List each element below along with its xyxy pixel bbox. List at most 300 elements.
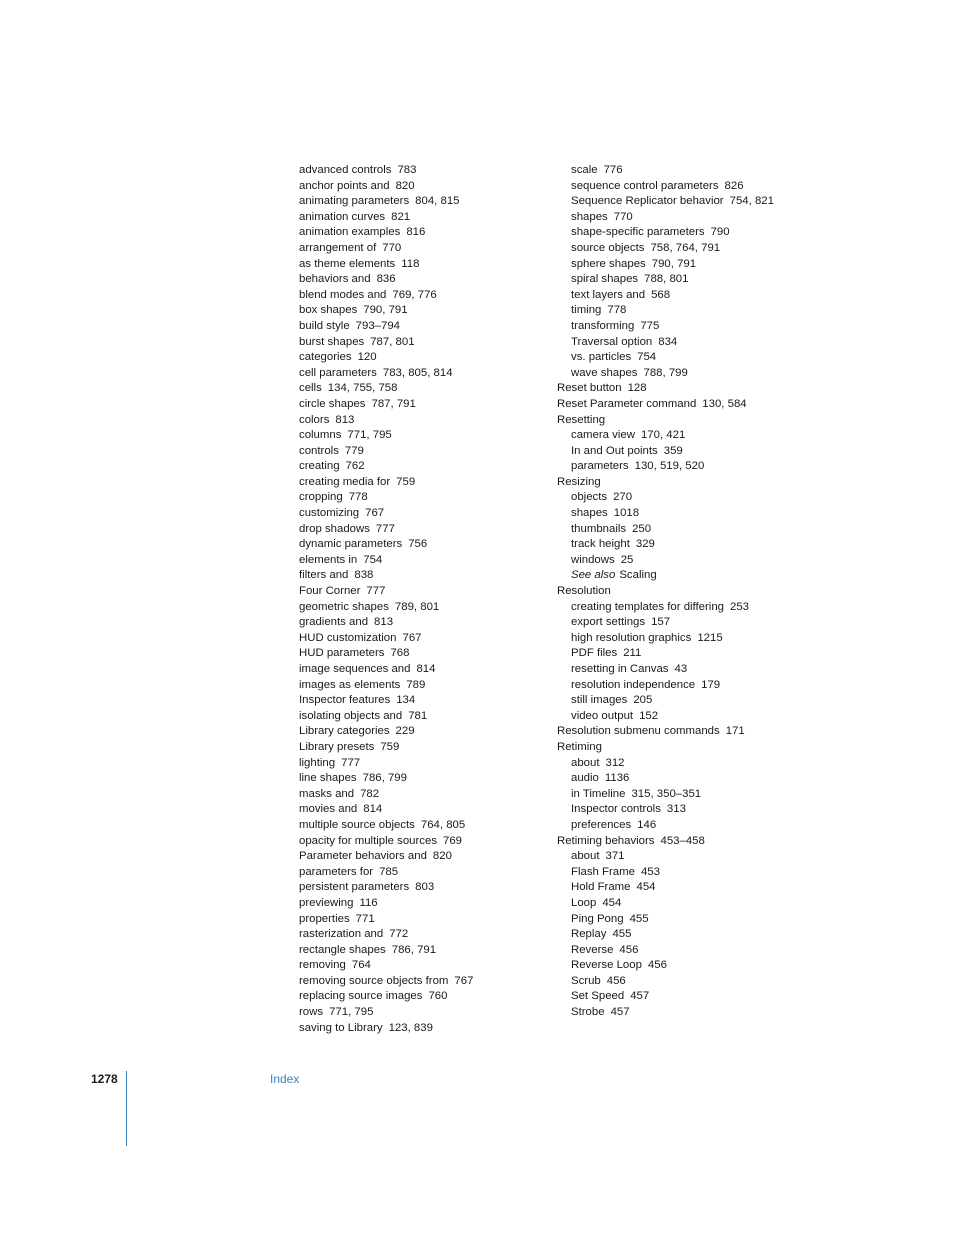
index-term: geometric shapes — [299, 600, 389, 613]
index-entry — [285, 724, 473, 740]
index-entry — [557, 1005, 774, 1021]
index-pages: 754, 821 — [729, 195, 774, 208]
index-pages: 229 — [395, 725, 415, 738]
index-pages: 768 — [390, 647, 410, 660]
index-pages: 43 — [674, 663, 688, 675]
index-pages: 312 — [605, 756, 625, 769]
index-term: thumbnails — [571, 522, 627, 535]
index-term: rectangle shapes — [299, 943, 386, 956]
index-entry — [285, 210, 473, 226]
page-number: 1278 — [91, 1072, 118, 1086]
index-entry — [557, 490, 774, 506]
index-entry — [285, 1005, 473, 1021]
index-entry — [557, 662, 774, 678]
index-term: still images — [571, 694, 628, 707]
index-entry — [285, 444, 473, 460]
index-column-right — [557, 163, 774, 1021]
index-pages: 315, 350–351 — [631, 787, 702, 800]
index-pages: 371 — [605, 850, 625, 863]
index-entry — [285, 241, 473, 257]
index-entry — [557, 896, 774, 912]
index-term: dynamic parameters — [299, 538, 403, 551]
index-term: Resetting — [557, 413, 606, 426]
see-also-label: See also — [571, 569, 616, 582]
index-entry-main — [557, 397, 774, 413]
index-entry — [557, 787, 774, 803]
index-entry — [285, 350, 473, 366]
index-pages: 454 — [636, 881, 656, 894]
index-entry — [557, 849, 774, 865]
index-pages: 820 — [395, 179, 415, 192]
index-term: advanced controls — [299, 164, 392, 176]
index-term: Loop — [571, 896, 597, 909]
index-pages: 1018 — [613, 507, 640, 520]
index-pages: 772 — [389, 928, 409, 941]
index-term: Retiming behaviors — [557, 834, 655, 847]
index-term: creating — [299, 460, 340, 473]
index-pages: 25 — [620, 553, 634, 566]
index-pages: 764, 805 — [420, 818, 466, 831]
index-entry-main — [557, 475, 774, 491]
index-pages: 457 — [630, 990, 650, 1003]
index-pages: 568 — [651, 288, 671, 301]
index-term: text layers and — [571, 288, 646, 301]
index-entry — [285, 366, 473, 382]
index-entry — [557, 444, 774, 460]
index-term: opacity for multiple sources — [299, 834, 438, 847]
index-entry — [285, 989, 473, 1005]
index-pages: 787, 791 — [371, 397, 416, 410]
index-pages: 1136 — [604, 772, 630, 785]
index-term: sequence control parameters — [571, 179, 719, 192]
index-term: Resolution submenu commands — [557, 725, 720, 738]
index-pages: 146 — [637, 818, 657, 831]
index-term: high resolution graphics — [571, 631, 692, 644]
index-term: track height — [571, 538, 630, 551]
index-entry — [285, 303, 473, 319]
index-term: behaviors and — [299, 273, 371, 286]
index-pages: 803 — [415, 881, 435, 894]
index-term: animating parameters — [299, 195, 410, 208]
index-pages: 764 — [351, 959, 371, 972]
index-pages: 826 — [724, 179, 744, 192]
index-term: colors — [299, 413, 330, 426]
index-entry — [285, 288, 473, 304]
index-term: build style — [299, 319, 350, 332]
index-pages: 179 — [701, 678, 721, 691]
index-pages: 453 — [640, 865, 660, 878]
index-pages: 777 — [341, 756, 361, 769]
index-term: animation examples — [299, 226, 401, 239]
index-pages: 270 — [613, 491, 633, 504]
index-entry — [557, 522, 774, 538]
index-pages: 790, 791 — [363, 304, 408, 317]
index-pages: 152 — [639, 709, 659, 722]
index-entry — [557, 210, 774, 226]
index-pages: 769, 776 — [392, 288, 437, 301]
index-term: audio — [571, 772, 599, 785]
index-pages: 116 — [359, 896, 378, 909]
index-pages: 775 — [640, 319, 660, 332]
index-term: Library categories — [299, 725, 390, 738]
index-entry — [557, 428, 774, 444]
index-term: arrangement of — [299, 241, 377, 254]
index-entry — [557, 319, 774, 335]
index-term: box shapes — [299, 304, 358, 317]
index-pages: 762 — [345, 460, 365, 473]
index-pages: 767 — [402, 631, 422, 644]
index-term: Hold Frame — [571, 881, 631, 894]
index-pages: 779 — [344, 444, 364, 457]
index-term: resolution independence — [571, 678, 696, 691]
index-term: resetting in Canvas — [571, 663, 669, 675]
index-entry — [557, 350, 774, 366]
index-entry — [557, 366, 774, 382]
index-pages: 128 — [627, 382, 647, 395]
index-term: drop shadows — [299, 522, 370, 535]
index-entry — [285, 257, 473, 273]
index-pages: 134 — [396, 694, 416, 707]
index-entry — [557, 927, 774, 943]
index-term: preferences — [571, 818, 632, 831]
index-entry — [285, 896, 473, 912]
index-term: video output — [571, 709, 634, 722]
index-pages: 120 — [357, 351, 377, 364]
index-entry — [285, 615, 473, 631]
index-term: saving to Library — [299, 1021, 383, 1034]
index-pages: 250 — [632, 522, 652, 535]
index-pages: 814 — [416, 663, 436, 675]
index-pages: 790, 791 — [651, 257, 697, 270]
index-entry — [285, 335, 473, 351]
index-term: Flash Frame — [571, 865, 635, 878]
index-pages: 793–794 — [355, 319, 401, 332]
index-term: cells — [299, 382, 322, 395]
index-pages: 759 — [396, 475, 416, 488]
index-pages: 130, 584 — [702, 397, 747, 410]
index-term: images as elements — [299, 678, 401, 691]
index-entry — [285, 179, 473, 195]
index-term: filters and — [299, 569, 349, 582]
index-entry — [285, 709, 473, 725]
index-term: lighting — [299, 756, 336, 769]
index-entry — [557, 693, 774, 709]
index-term: HUD customization — [299, 631, 397, 644]
index-term: controls — [299, 444, 339, 457]
index-pages: 770 — [613, 210, 633, 223]
index-entry — [557, 678, 774, 694]
index-term: creating media for — [299, 475, 391, 488]
index-term: removing source objects from — [299, 974, 449, 987]
index-term: Library presets — [299, 740, 375, 753]
index-term: as theme elements — [299, 257, 396, 270]
index-entry — [285, 553, 473, 569]
index-term: transforming — [571, 319, 635, 332]
index-entry — [285, 428, 473, 444]
index-pages: 804, 815 — [415, 195, 460, 208]
index-term: cell parameters — [299, 366, 377, 379]
index-pages: 777 — [366, 585, 386, 598]
index-entry — [285, 522, 473, 538]
index-pages: 758, 764, 791 — [650, 241, 721, 254]
index-pages: 456 — [647, 959, 667, 972]
index-pages: 769 — [443, 834, 463, 847]
index-entry — [557, 225, 774, 241]
index-term: rows — [299, 1006, 324, 1019]
index-entry — [557, 257, 774, 273]
index-entry — [557, 709, 774, 725]
index-term: replacing source images — [299, 990, 423, 1003]
index-entry — [285, 163, 473, 179]
index-entry — [557, 943, 774, 959]
index-pages: 777 — [375, 522, 395, 535]
section-label: Index — [270, 1072, 300, 1086]
index-term: isolating objects and — [299, 709, 403, 722]
index-pages: 457 — [610, 1006, 630, 1019]
index-entry — [557, 179, 774, 195]
index-pages: 790 — [710, 226, 730, 239]
index-term: image sequences and — [299, 663, 411, 675]
index-term: persistent parameters — [299, 881, 410, 894]
index-term: multiple source objects — [299, 818, 415, 831]
index-term: timing — [571, 304, 602, 317]
index-pages: 456 — [619, 943, 639, 956]
index-entry — [285, 1021, 473, 1037]
index-entry — [557, 241, 774, 257]
index-term: Set Speed — [571, 990, 625, 1003]
index-term: wave shapes — [571, 366, 638, 379]
index-entry — [285, 849, 473, 865]
index-pages: 767 — [454, 974, 474, 987]
index-entry — [285, 194, 473, 210]
index-entry-main — [557, 834, 774, 850]
index-pages: 788, 801 — [644, 273, 689, 286]
index-entry — [557, 459, 774, 475]
index-entry — [285, 927, 473, 943]
index-term: about — [571, 850, 600, 863]
index-term: Ping Pong — [571, 912, 624, 925]
index-pages: 813 — [374, 616, 394, 629]
index-entry — [557, 568, 774, 584]
index-term: Sequence Replicator behavior — [571, 195, 724, 208]
index-pages: 170, 421 — [640, 429, 686, 442]
index-pages: 205 — [633, 694, 653, 707]
index-term: HUD parameters — [299, 647, 385, 660]
index-pages: 756 — [408, 538, 428, 551]
index-term: vs. particles — [571, 351, 632, 364]
index-pages: 813 — [335, 413, 355, 426]
index-entry — [285, 319, 473, 335]
index-entry — [557, 553, 774, 569]
index-entry — [557, 335, 774, 351]
index-term: Scrub — [571, 974, 601, 987]
index-pages: 814 — [363, 803, 383, 816]
index-term: Reverse Loop — [571, 959, 642, 972]
index-pages: 783, 805, 814 — [382, 366, 453, 379]
index-pages: 778 — [348, 491, 368, 504]
index-entry — [285, 974, 473, 990]
index-term: windows — [571, 553, 615, 566]
index-entry — [285, 397, 473, 413]
index-term: Resizing — [557, 475, 601, 488]
index-entry — [557, 989, 774, 1005]
index-pages: 329 — [635, 538, 655, 551]
index-pages: 454 — [602, 896, 622, 909]
index-pages: 759 — [380, 740, 400, 753]
index-term: Retiming — [557, 740, 602, 753]
index-entry — [285, 413, 473, 429]
index-entry-main — [557, 724, 774, 740]
index-pages: 786, 799 — [362, 772, 407, 785]
index-term: gradients and — [299, 616, 369, 629]
index-pages: 123, 839 — [388, 1021, 433, 1034]
index-pages: 359 — [663, 444, 683, 457]
index-entry — [285, 584, 473, 600]
index-entry — [557, 194, 774, 210]
index-pages: 778 — [607, 304, 627, 317]
index-pages: 770 — [382, 241, 402, 254]
index-term: shapes — [571, 507, 608, 520]
index-entry-main — [557, 740, 774, 756]
index-entry — [557, 802, 774, 818]
index-term: Inspector features — [299, 694, 391, 707]
index-term: shapes — [571, 210, 608, 223]
index-entry — [285, 865, 473, 881]
index-pages: 211 — [623, 647, 642, 660]
index-term: customizing — [299, 507, 360, 520]
index-term: source objects — [571, 241, 645, 254]
index-term: objects — [571, 491, 608, 504]
index-entry — [285, 631, 473, 647]
index-pages: 785 — [379, 865, 399, 878]
footer-rule — [126, 1071, 127, 1146]
index-term: Four Corner — [299, 585, 361, 598]
index-term: parameters — [571, 460, 629, 473]
index-term: Replay — [571, 928, 607, 941]
index-pages: 834 — [658, 335, 678, 348]
index-term: shape-specific parameters — [571, 226, 705, 239]
index-entry — [285, 912, 473, 928]
index-term: animation curves — [299, 210, 386, 223]
index-entry — [557, 880, 774, 896]
index-pages: 760 — [428, 990, 448, 1003]
index-entry — [557, 163, 774, 179]
index-pages: 171 — [725, 725, 745, 738]
index-pages: 776 — [603, 164, 623, 176]
index-entry — [557, 615, 774, 631]
index-entry — [557, 506, 774, 522]
index-entry — [285, 880, 473, 896]
index-term: rasterization and — [299, 928, 384, 941]
index-pages: 754 — [363, 553, 383, 566]
index-entry — [285, 225, 473, 241]
index-pages: 783 — [397, 164, 417, 176]
index-entry — [285, 568, 473, 584]
index-term: Reset button — [557, 382, 622, 395]
index-entry — [285, 600, 473, 616]
index-entry-main — [557, 413, 774, 429]
index-pages: 455 — [629, 912, 649, 925]
index-pages: 134, 755, 758 — [327, 382, 398, 395]
index-entry — [285, 646, 473, 662]
index-term: Resolution — [557, 585, 611, 598]
index-pages: 788, 799 — [643, 366, 688, 379]
index-entry — [557, 272, 774, 288]
index-entry — [285, 802, 473, 818]
index-term: Parameter behaviors and — [299, 850, 427, 863]
index-entry — [285, 693, 473, 709]
index-term: movies and — [299, 803, 358, 816]
index-pages: 782 — [360, 787, 380, 800]
index-pages: 456 — [606, 974, 626, 987]
index-entry — [285, 943, 473, 959]
index-entry — [285, 771, 473, 787]
index-term: Inspector controls — [571, 803, 661, 816]
index-entry — [557, 818, 774, 834]
index-term: anchor points and — [299, 179, 390, 192]
index-entry — [557, 756, 774, 772]
index-term: Traversal option — [571, 335, 653, 348]
index-term: in Timeline — [571, 787, 626, 800]
index-pages: 130, 519, 520 — [634, 460, 705, 473]
index-entry — [557, 288, 774, 304]
index-term: elements in — [299, 553, 358, 566]
index-entry — [285, 272, 473, 288]
index-pages: 789 — [406, 678, 426, 691]
index-pages: 767 — [365, 507, 385, 520]
index-pages: 771, 795 — [347, 429, 392, 442]
index-pages: 754 — [637, 351, 657, 364]
index-term: scale — [571, 164, 598, 176]
index-pages: 253 — [730, 600, 750, 613]
index-term: Reverse — [571, 943, 614, 956]
index-entry — [557, 958, 774, 974]
index-term: export settings — [571, 616, 646, 629]
index-pages: 786, 791 — [391, 943, 437, 956]
index-entry — [557, 646, 774, 662]
index-term: properties — [299, 912, 350, 925]
index-pages: 771 — [355, 912, 375, 925]
index-term: removing — [299, 959, 346, 972]
index-pages: 781 — [408, 709, 428, 722]
index-entry — [557, 974, 774, 990]
index-entry — [285, 662, 473, 678]
index-term: PDF files — [571, 647, 618, 660]
index-entry — [285, 678, 473, 694]
index-entry — [285, 459, 473, 475]
index-pages: 455 — [612, 928, 632, 941]
index-term: parameters for — [299, 865, 374, 878]
index-term: burst shapes — [299, 335, 365, 348]
index-column-left — [285, 163, 473, 1036]
index-entry — [285, 834, 473, 850]
index-term: Strobe — [571, 1006, 605, 1019]
index-entry — [285, 958, 473, 974]
index-term: Reset Parameter command — [557, 397, 697, 410]
index-entry-main — [557, 584, 774, 600]
index-term: about — [571, 756, 600, 769]
index-entry — [285, 490, 473, 506]
index-entry — [557, 865, 774, 881]
index-pages: 838 — [354, 569, 374, 582]
index-entry — [557, 303, 774, 319]
index-entry — [557, 537, 774, 553]
index-term: creating templates for differing — [571, 600, 725, 613]
index-entry-main — [557, 381, 774, 397]
index-pages: 787, 801 — [370, 335, 415, 348]
index-pages: 1215 — [697, 631, 723, 644]
index-pages: 789, 801 — [394, 600, 440, 613]
